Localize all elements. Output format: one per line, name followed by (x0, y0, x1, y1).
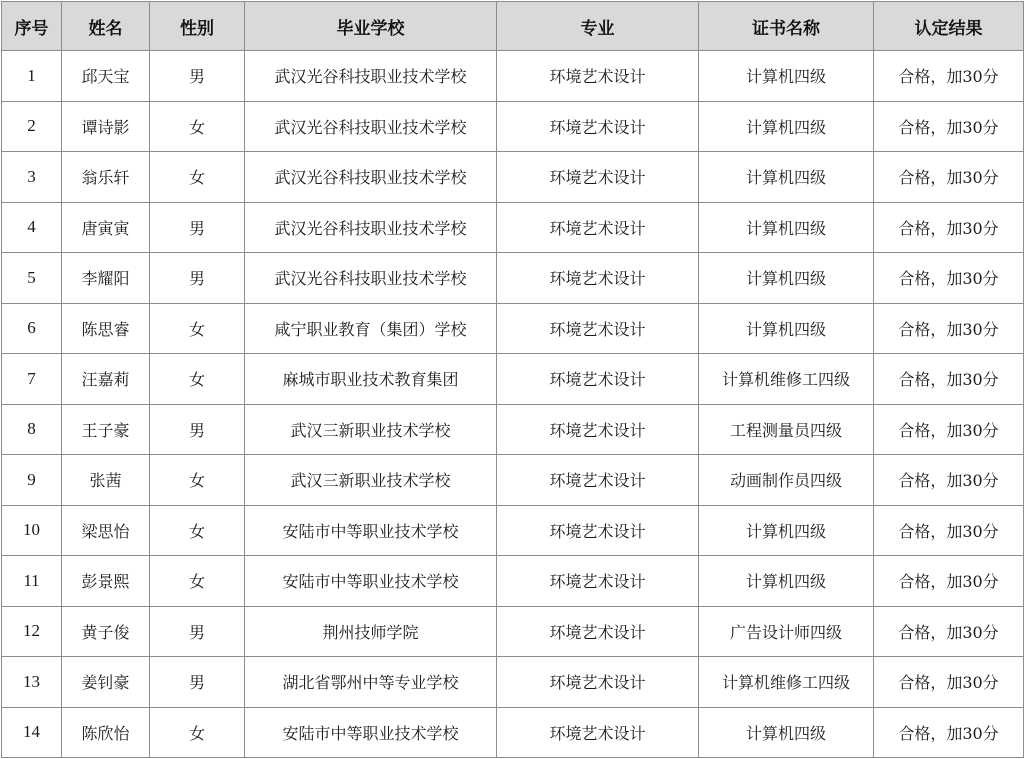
cell-name: 唐寅寅 (62, 202, 150, 253)
cell-certificate: 计算机维修工四级 (699, 354, 874, 405)
cell-certificate: 计算机四级 (699, 51, 874, 102)
cell-gender: 女 (150, 556, 245, 607)
cell-result: 合格，加30分 (874, 505, 1024, 556)
cell-certificate: 计算机四级 (699, 152, 874, 203)
cell-gender: 女 (150, 101, 245, 152)
cell-index: 7 (2, 354, 62, 405)
cell-major: 环境艺术设计 (497, 354, 699, 405)
cell-school: 武汉三新职业技术学校 (245, 404, 497, 455)
cell-major: 环境艺术设计 (497, 303, 699, 354)
cell-major: 环境艺术设计 (497, 606, 699, 657)
cell-school: 安陆市中等职业技术学校 (245, 556, 497, 607)
cell-gender: 女 (150, 707, 245, 758)
cell-major: 环境艺术设计 (497, 556, 699, 607)
cell-gender: 男 (150, 253, 245, 304)
table-row (2, 657, 1024, 708)
cell-name: 陈欣怡 (62, 707, 150, 758)
cell-index: 9 (2, 455, 62, 506)
cell-result: 合格，加30分 (874, 707, 1024, 758)
cell-school: 武汉光谷科技职业技术学校 (245, 253, 497, 304)
cell-index: 5 (2, 253, 62, 304)
cell-major: 环境艺术设计 (497, 505, 699, 556)
cell-school: 武汉光谷科技职业技术学校 (245, 202, 497, 253)
cell-major: 环境艺术设计 (497, 707, 699, 758)
header-certificate: 证书名称 (699, 2, 874, 51)
cell-name: 翁乐轩 (62, 152, 150, 203)
cell-index: 8 (2, 404, 62, 455)
header-name: 姓名 (62, 2, 150, 51)
cell-index: 12 (2, 606, 62, 657)
cell-school: 咸宁职业教育（集团）学校 (245, 303, 497, 354)
table-row (2, 303, 1024, 354)
cell-school: 麻城市职业技术教育集团 (245, 354, 497, 405)
cell-result: 合格，加30分 (874, 101, 1024, 152)
table-row (2, 101, 1024, 152)
cell-school: 武汉三新职业技术学校 (245, 455, 497, 506)
cell-school: 荆州技师学院 (245, 606, 497, 657)
cell-school: 武汉光谷科技职业技术学校 (245, 152, 497, 203)
table-body (2, 51, 1024, 758)
cell-index: 4 (2, 202, 62, 253)
cell-certificate: 计算机四级 (699, 303, 874, 354)
cell-gender: 女 (150, 455, 245, 506)
cell-major: 环境艺术设计 (497, 51, 699, 102)
header-index: 序号 (2, 2, 62, 51)
header-result: 认定结果 (874, 2, 1024, 51)
cell-school: 武汉光谷科技职业技术学校 (245, 51, 497, 102)
cell-gender: 男 (150, 404, 245, 455)
table-row (2, 253, 1024, 304)
table-row (2, 51, 1024, 102)
cell-index: 6 (2, 303, 62, 354)
cell-school: 安陆市中等职业技术学校 (245, 707, 497, 758)
cell-index: 13 (2, 657, 62, 708)
cell-result: 合格，加30分 (874, 303, 1024, 354)
cell-gender: 女 (150, 505, 245, 556)
cell-index: 1 (2, 51, 62, 102)
cell-index: 10 (2, 505, 62, 556)
cell-gender: 男 (150, 202, 245, 253)
cell-major: 环境艺术设计 (497, 404, 699, 455)
cell-result: 合格，加30分 (874, 657, 1024, 708)
table-row (2, 404, 1024, 455)
cell-name: 李耀阳 (62, 253, 150, 304)
cell-gender: 男 (150, 51, 245, 102)
cell-name: 姜钊豪 (62, 657, 150, 708)
cell-certificate: 计算机四级 (699, 253, 874, 304)
cell-result: 合格，加30分 (874, 202, 1024, 253)
cell-gender: 男 (150, 657, 245, 708)
cell-index: 11 (2, 556, 62, 607)
cell-result: 合格，加30分 (874, 556, 1024, 607)
table-row (2, 202, 1024, 253)
cell-gender: 女 (150, 354, 245, 405)
cell-certificate: 计算机四级 (699, 101, 874, 152)
header-major: 专业 (497, 2, 699, 51)
cell-gender: 女 (150, 303, 245, 354)
cell-name: 邱天宝 (62, 51, 150, 102)
cell-name: 彭景熙 (62, 556, 150, 607)
cell-certificate: 广告设计师四级 (699, 606, 874, 657)
cell-major: 环境艺术设计 (497, 152, 699, 203)
table-row (2, 606, 1024, 657)
cell-school: 武汉光谷科技职业技术学校 (245, 101, 497, 152)
cell-name: 梁思怡 (62, 505, 150, 556)
cell-result: 合格，加30分 (874, 404, 1024, 455)
cell-name: 陈思睿 (62, 303, 150, 354)
cell-result: 合格，加30分 (874, 354, 1024, 405)
cell-certificate: 计算机四级 (699, 202, 874, 253)
cell-certificate: 计算机维修工四级 (699, 657, 874, 708)
cell-result: 合格，加30分 (874, 455, 1024, 506)
cell-result: 合格，加30分 (874, 606, 1024, 657)
cell-name: 汪嘉莉 (62, 354, 150, 405)
table-row (2, 455, 1024, 506)
cell-certificate: 计算机四级 (699, 707, 874, 758)
table-header (2, 2, 1024, 51)
cell-index: 3 (2, 152, 62, 203)
table-row (2, 556, 1024, 607)
table-row (2, 152, 1024, 203)
cell-certificate: 计算机四级 (699, 556, 874, 607)
header-gender: 性别 (150, 2, 245, 51)
header-row (2, 2, 1024, 51)
cell-result: 合格，加30分 (874, 51, 1024, 102)
cell-major: 环境艺术设计 (497, 455, 699, 506)
cell-major: 环境艺术设计 (497, 657, 699, 708)
header-school: 毕业学校 (245, 2, 497, 51)
cell-school: 湖北省鄂州中等专业学校 (245, 657, 497, 708)
cell-name: 王子豪 (62, 404, 150, 455)
cell-school: 安陆市中等职业技术学校 (245, 505, 497, 556)
cell-certificate: 工程测量员四级 (699, 404, 874, 455)
cell-gender: 男 (150, 606, 245, 657)
cell-major: 环境艺术设计 (497, 101, 699, 152)
cell-result: 合格，加30分 (874, 152, 1024, 203)
cell-name: 张茜 (62, 455, 150, 506)
certification-results-table (1, 1, 1024, 758)
cell-result: 合格，加30分 (874, 253, 1024, 304)
cell-major: 环境艺术设计 (497, 253, 699, 304)
cell-name: 谭诗影 (62, 101, 150, 152)
cell-index: 2 (2, 101, 62, 152)
cell-index: 14 (2, 707, 62, 758)
cell-gender: 女 (150, 152, 245, 203)
cell-major: 环境艺术设计 (497, 202, 699, 253)
cell-certificate: 计算机四级 (699, 505, 874, 556)
table-row (2, 707, 1024, 758)
cell-name: 黄子俊 (62, 606, 150, 657)
table-row (2, 505, 1024, 556)
table-row (2, 354, 1024, 405)
cell-certificate: 动画制作员四级 (699, 455, 874, 506)
